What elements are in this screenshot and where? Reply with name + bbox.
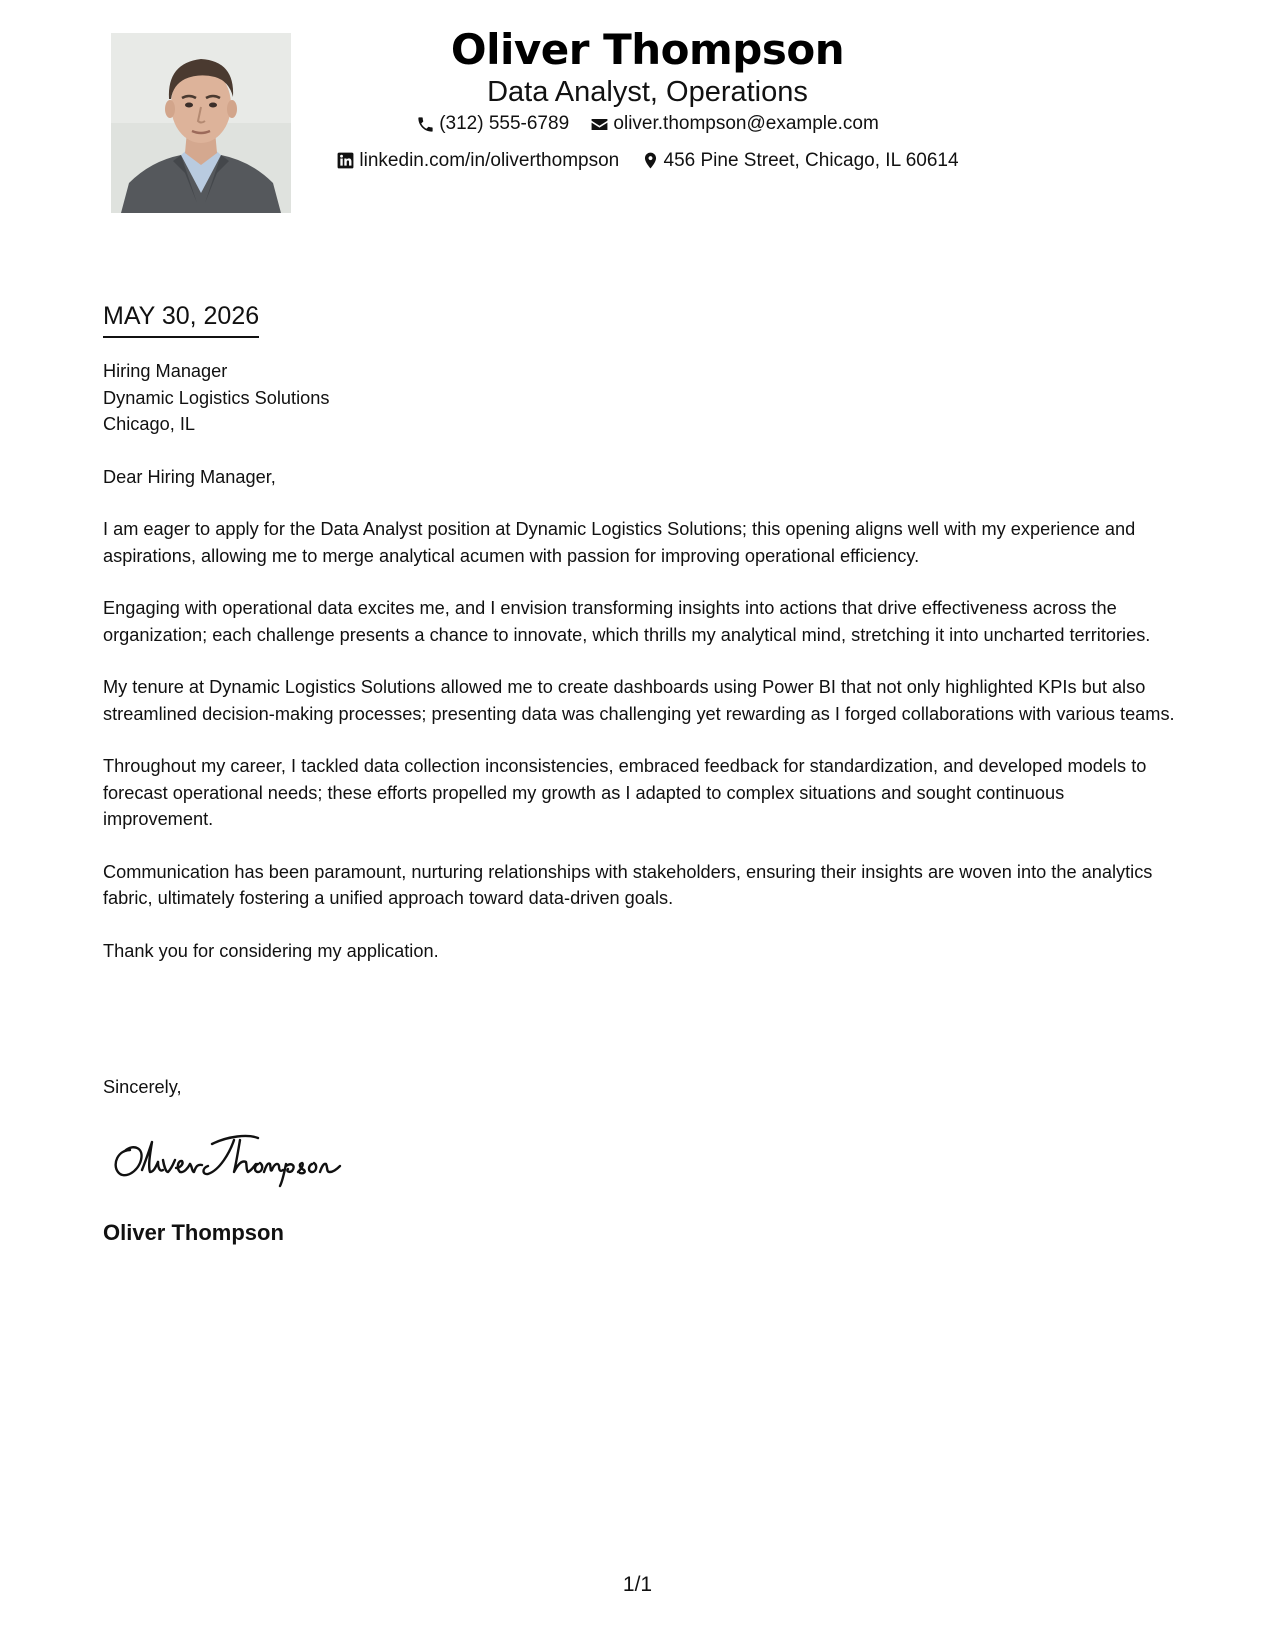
paragraph-1: I am eager to apply for the Data Analyst position at Dynamic Logistics Solutions; this opening aligns well with my experience and aspirations, allowing me to merge analytical acumen with passion for improving operational efficiency. bbox=[103, 519, 1136, 566]
page-number: 1/1 bbox=[622, 1573, 653, 1596]
contact-row-secondary bbox=[300, 145, 995, 182]
email-address: oliver.thompson@example.com bbox=[613, 113, 879, 134]
recipient-location: Chicago, IL bbox=[103, 414, 196, 434]
map-pin-icon bbox=[641, 151, 660, 170]
recipient-company: Dynamic Logistics Solutions bbox=[103, 387, 330, 408]
closing: Sincerely, bbox=[103, 1077, 182, 1097]
phone-icon bbox=[416, 115, 435, 134]
signed-name: Oliver Thompson bbox=[103, 1220, 284, 1245]
letter-date: MAY 30, 2026 bbox=[103, 298, 259, 338]
recipient-block bbox=[103, 358, 1178, 438]
phone-number: (312) 555-6789 bbox=[439, 113, 570, 134]
linkedin-item bbox=[336, 145, 619, 177]
applicant-role: Data Analyst, Operations bbox=[487, 76, 808, 108]
linkedin-icon bbox=[336, 151, 355, 170]
envelope-icon bbox=[590, 115, 609, 134]
contact-row-primary bbox=[300, 108, 995, 145]
street-address: 456 Pine Street, Chicago, IL 60614 bbox=[663, 149, 959, 171]
paragraph-6: Thank you for considering my application. bbox=[103, 940, 439, 961]
greeting: Dear Hiring Manager, bbox=[103, 466, 276, 487]
address-item bbox=[641, 145, 959, 177]
applicant-name: Oliver Thompson bbox=[450, 25, 845, 74]
profile-photo bbox=[111, 33, 291, 213]
signature-image bbox=[108, 1120, 368, 1190]
email-item bbox=[590, 108, 878, 140]
paragraph-4: Throughout my career, I tackled data collection inconsistencies, embraced feedback for standardization, and developed models to forecast operational needs; these efforts propelled my growth as I adapted to complex situations and sought continuous improvement. bbox=[103, 756, 1147, 829]
linkedin-url: linkedin.com/in/oliverthompson bbox=[359, 149, 620, 171]
profile-photo-illustration bbox=[111, 33, 291, 213]
paragraph-3: My tenure at Dynamic Logistics Solutions allowed me to create dashboards using Power BI that not only highlighted KPIs but also streamlined decision-making processes; presenting data was challenging yet rewarding as I forged collaborations with various teams. bbox=[103, 677, 1175, 724]
recipient-title: Hiring Manager bbox=[103, 361, 228, 381]
letter-header bbox=[300, 22, 995, 181]
letter-body bbox=[103, 358, 1178, 990]
phone-item bbox=[416, 108, 569, 140]
paragraph-5: Communication has been paramount, nurturing relationships with stakeholders, ensuring their insights are woven into the analytics fabric, ultimately fostering a unified approach toward data-driven goals. bbox=[103, 861, 1153, 908]
paragraph-2: Engaging with operational data excites me, and I envision transforming insights into actions that drive effectiveness across the organization; each challenge presents a chance to innovate, which thrills my analytical mind, stretching it into uncharted territories. bbox=[103, 598, 1151, 645]
